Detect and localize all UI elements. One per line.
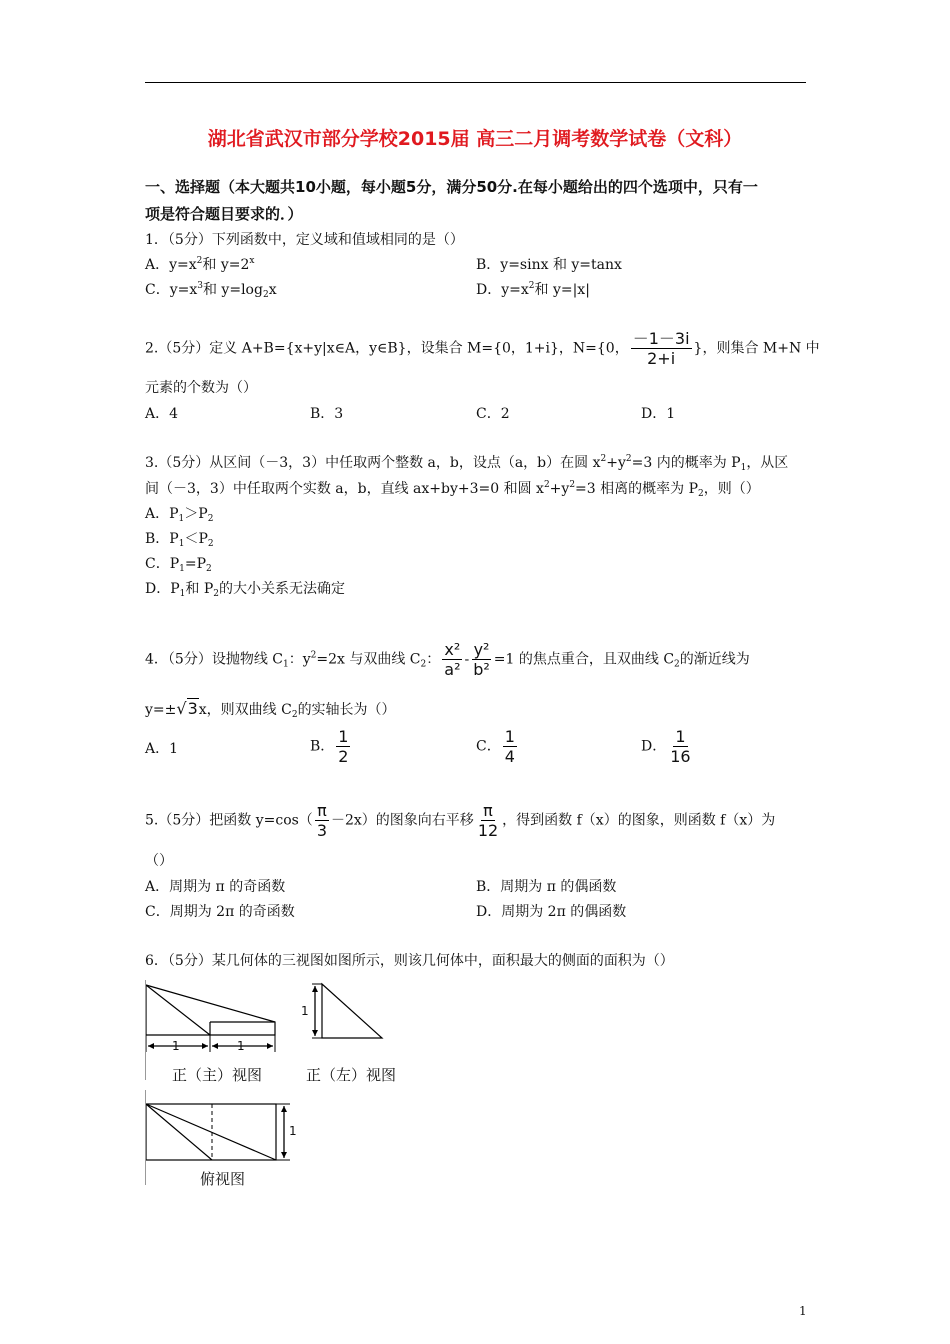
q2-stem: 2.（5分）定义 A+B={x+y|x∈A，y∈B}，设集合 M={0，1+i}，N={0， $\frac{-1-3i}{2+i}$ }，则集合 M+N 中 [145,329,820,368]
q2-option-d: D．1 [641,406,676,422]
q5-stem: 5.（5分）把函数 y=cos（ $\frac{\pi}{3}$ －2x）的图象向右平移 $\frac{\pi}{12}$ ，得到函数 f（x）的图象，则函数 f（x）为 [145,801,776,840]
sqrt-symbol: √3 [176,699,198,718]
q1-stem: 1．（5分）下列函数中，定义域和值域相同的是（） [145,232,464,248]
front-view-caption: 正（主）视图 [172,1066,263,1084]
front-view-dim-left: 1 [172,1039,180,1053]
q1-option-b: B．y=sinx 和 y=tanx [476,257,622,273]
q4-option-a: A．1 [145,741,179,757]
q5-option-b: B．周期为 π 的偶函数 [476,879,617,895]
q6-stem: 6．（5分）某几何体的三视图如图所示，则该几何体中，面积最大的侧面的面积为（） [145,953,674,969]
q4-stem: 4．（5分）设抛物线 $C_1$：$y^2=2x$ 与双曲线 $C_2$： $\frac{\text{x²}}{\text{a²}}$ - $\frac{\text{y²}}{\text{b²}}$ =1 的焦点重合，且双曲线 $C_2$的渐近线为 [145,640,750,679]
document-title: 湖北省武汉市部分学校2015届 高三二月调考数学试卷（文科） [207,128,743,150]
q3-option-d: D．$P_1$和 $P_2$的大小关系无法确定 [145,581,345,599]
section-heading-line2: 项是符合题目要求的．） [145,205,303,223]
q3-option-c: C．$P_1=P_2$ [145,556,212,574]
q2-stem-line2: 元素的个数为（） [145,380,257,396]
q5-stem-line2: （） [145,853,173,869]
q5-option-c: C．周期为 2π 的奇函数 [145,904,295,920]
front-view-figure [140,980,285,1060]
q2-option-a: A．4 [145,406,179,422]
q2-option-c: C．2 [476,406,510,422]
top-view-dim: 1 [289,1124,297,1138]
top-view-caption: 俯视图 [200,1170,246,1188]
q4-option-b: B． $\frac{1}{2}$ [310,727,349,766]
side-view-dim: 1 [301,1004,309,1018]
front-view-dim-right: 1 [237,1039,245,1053]
q1-option-c: C．$y=x^3$和 $y=\log_2x$ [145,281,277,300]
front-view-left-border [145,980,146,1080]
side-view-figure [296,980,386,1042]
section-heading-line1: 一、选择题（本大题共10小题，每小题5分，满分50分.在每小题给出的四个选项中，只有一 [145,178,758,196]
q2-fraction: $\frac{-1-3i}{2+i}$ [632,329,690,368]
q4-stem-line2: y=±√3x，则双曲线 $C_2$的实轴长为（） [145,699,396,720]
top-view-figure [140,1098,300,1166]
q3-option-a: A．$P_1>P_2$ [145,506,214,524]
q4-fraction-y: $\frac{\text{y²}}{\text{b²}}$ [473,640,490,679]
side-view-caption: 正（左）视图 [306,1066,397,1084]
q1-option-d: D．$y=x^2$和 y=|x| [476,281,590,298]
q2-option-b: B．3 [310,406,344,422]
q3-stem-line2: 间（－3，3）中任取两个实数 a，b，直线 ax+by+3=0 和圆 $x^2+y^2=3$ 相离的概率为 $P_2$，则（） [145,480,760,499]
q5-option-d: D．周期为 2π 的偶函数 [476,904,627,920]
q4-fraction-x: $\frac{\text{x²}}{\text{a²}}$ [444,640,461,679]
q4-option-c: C． $\frac{1}{4}$ [476,727,515,766]
q4-option-d: D． $\frac{1}{16}$ [641,727,691,766]
header-rule [145,82,806,83]
q3-option-b: B．$P_1<P_2$ [145,531,214,549]
q1-option-a: A．$y=x^2$和 $y=2^x$ [145,256,255,273]
top-view-left-border [145,1090,146,1185]
page-number: 1 [799,1304,807,1318]
q3-stem-line1: 3.（5分）从区间（－3，3）中任取两个整数 a，b，设点（a，b）在圆 $x^2+y^2=3$ 内的概率为 $P_1$，从区 [145,454,789,473]
q5-option-a: A．周期为 π 的奇函数 [145,879,286,895]
